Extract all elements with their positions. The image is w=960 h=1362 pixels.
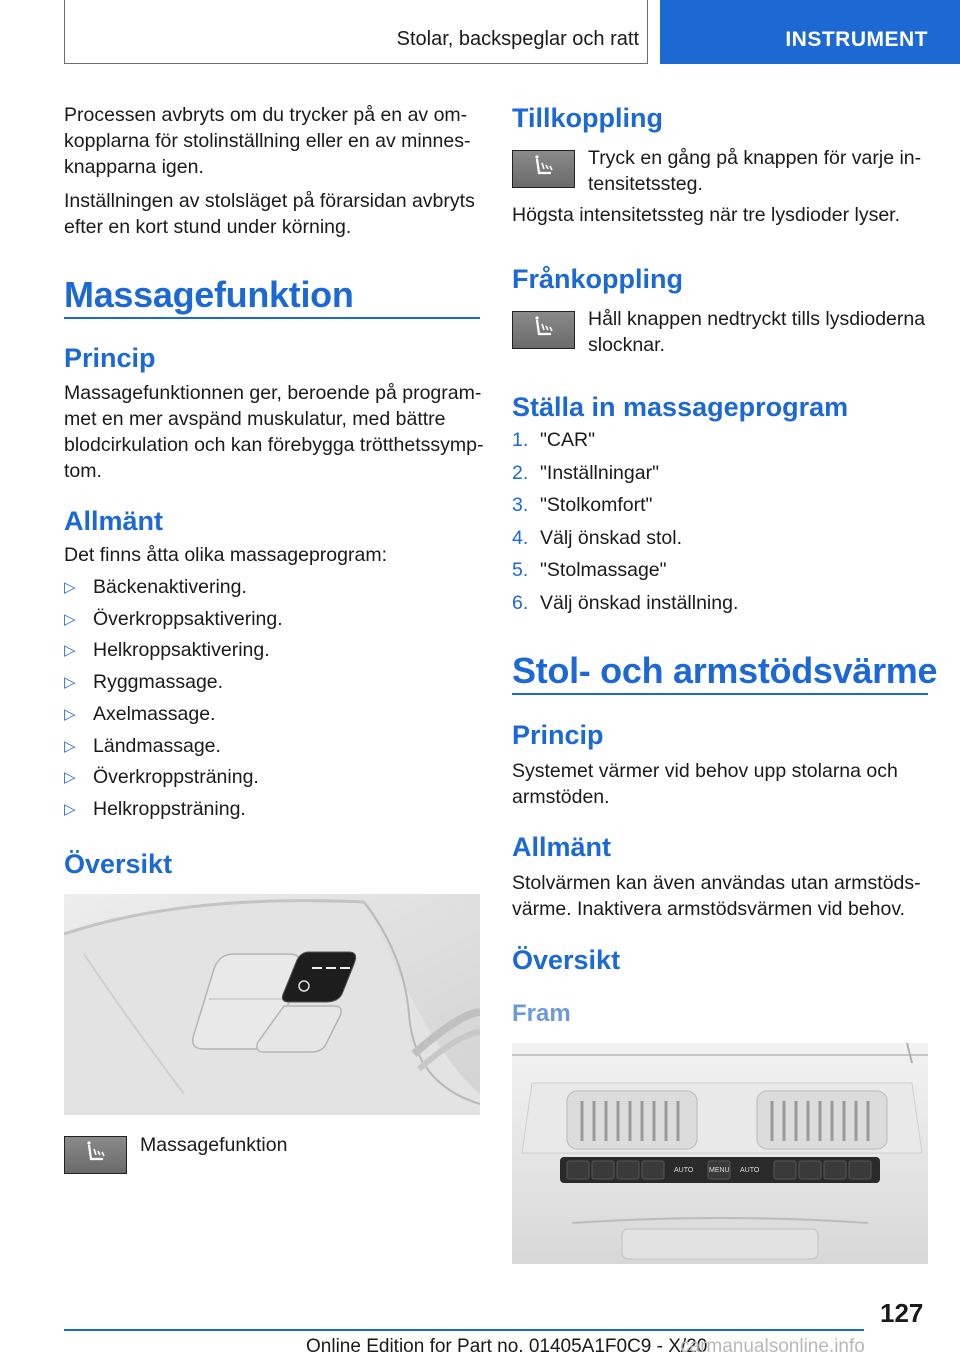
princip-heading: Princip bbox=[64, 343, 156, 373]
list-item: ▷ Överkroppsträning. bbox=[64, 762, 484, 794]
hogsta-text: Högsta intensitetssteg när tre lysdioder lyser. bbox=[512, 204, 901, 226]
allmant-text: Det finns åtta olika massageprogram: bbox=[64, 544, 387, 566]
front-controls-illustration bbox=[512, 1043, 928, 1264]
princip-text: Massagefunktionnen ger, beroende på program-met en mer avspänd muskulatur, med bättre blodcirkulation och kan förebygga trötthetssymp-tom. bbox=[64, 382, 484, 482]
stol-heading: Stol- och armstödsvärme bbox=[512, 650, 938, 691]
triangle-bullet-icon: ▷ bbox=[64, 579, 76, 596]
page-number: 127 bbox=[880, 1298, 924, 1328]
triangle-bullet-icon: ▷ bbox=[64, 800, 76, 818]
stol-heading-rule bbox=[512, 693, 928, 695]
list-item: ▷ Ländmassage. bbox=[64, 731, 484, 763]
massage-off-button-icon bbox=[512, 311, 575, 349]
triangle-bullet-icon: ▷ bbox=[64, 674, 76, 692]
intro-paragraph-1: Processen avbryts om du trycker på en av om-kopplarna för stolinställning eller en av minnes-knapparna igen. bbox=[64, 104, 471, 178]
frankoppling-heading: Frånkoppling bbox=[512, 264, 683, 294]
triangle-bullet-icon: ▷ bbox=[64, 610, 76, 628]
allmant-heading: Allmänt bbox=[64, 506, 164, 536]
header-frame bbox=[64, 0, 648, 64]
list-item: 3. "Stolkomfort" bbox=[512, 494, 653, 517]
watermark-text: carmanualsonline.info bbox=[680, 1336, 865, 1357]
footer-rule bbox=[64, 1329, 864, 1331]
princip-text-right: Systemet värmer vid behov upp stolarna och armstöden. bbox=[512, 760, 898, 808]
list-item: ▷ Ryggmassage. bbox=[64, 667, 484, 699]
list-item: 2. "Inställningar" bbox=[512, 461, 659, 484]
allmant-heading-right: Allmänt bbox=[512, 832, 612, 862]
list-item: 6. Välj önskad inställning. bbox=[512, 591, 739, 614]
panel-label-auto-right: AUTO bbox=[740, 1167, 760, 1174]
program-list bbox=[64, 572, 484, 826]
tillkoppling-text: Tryck en gång på knappen för varje in-tensitetssteg. bbox=[588, 147, 922, 195]
panel-label-auto-left: AUTO bbox=[674, 1167, 694, 1174]
list-item: ▷ Helkroppsaktivering. bbox=[64, 635, 484, 667]
stalla-heading: Ställa in massageprogram bbox=[512, 392, 849, 422]
door-panel-illustration bbox=[64, 894, 480, 1115]
seat-massage-icon bbox=[513, 312, 573, 347]
triangle-bullet-icon: ▷ bbox=[64, 769, 76, 787]
list-item: ▷ Axelmassage. bbox=[64, 699, 484, 731]
panel-label-menu: MENU bbox=[709, 1167, 730, 1174]
fram-subheading: Fram bbox=[512, 1000, 571, 1027]
list-item: ▷ Bäckenaktivering. bbox=[64, 572, 484, 604]
princip-heading-right: Princip bbox=[512, 720, 604, 750]
oversikt-heading-right: Översikt bbox=[512, 945, 621, 975]
tillkoppling-heading: Tillkoppling bbox=[512, 103, 663, 133]
intro-paragraph-2: Inställningen av stolsläget på förarsidan avbryts efter en kort stund under körning. bbox=[64, 190, 475, 238]
triangle-bullet-icon: ▷ bbox=[64, 737, 76, 755]
list-item: 5. "Stolmassage" bbox=[512, 559, 667, 582]
steps-list bbox=[512, 424, 932, 620]
frankoppling-text: Håll knappen nedtryckt tills lysdioderna slocknar. bbox=[588, 308, 926, 356]
seat-massage-icon bbox=[513, 151, 573, 186]
seat-massage-icon bbox=[65, 1137, 125, 1172]
triangle-bullet-icon: ▷ bbox=[64, 705, 76, 723]
front-controls-drawing bbox=[512, 1043, 928, 1264]
list-item: 1. "CAR" bbox=[512, 429, 596, 451]
massage-heading-rule bbox=[64, 317, 480, 319]
chapter-tab[interactable]: INSTRUMENT bbox=[660, 0, 960, 64]
list-item: ▷ Överkroppsaktivering. bbox=[64, 604, 484, 636]
section-title: Stolar, backspeglar och ratt bbox=[396, 28, 639, 50]
allmant-text-right: Stolvärmen kan även användas utan armstöds-värme. Inaktivera armstödsvärmen vid behov. bbox=[512, 872, 921, 920]
edition-text: Online Edition for Part no. 01405A1F0C9 - X/20 bbox=[306, 1336, 708, 1357]
list-item: 4. Välj önskad stol. bbox=[512, 526, 682, 549]
oversikt-heading-left: Översikt bbox=[64, 849, 173, 879]
massage-button-icon bbox=[64, 1136, 127, 1174]
list-item: ▷ Helkroppsträning. bbox=[64, 794, 484, 826]
massage-icon-caption: Massagefunktion bbox=[140, 1134, 288, 1156]
triangle-bullet-icon: ▷ bbox=[64, 642, 76, 660]
massage-on-button-icon bbox=[512, 150, 575, 188]
massage-heading: Massagefunktion bbox=[64, 274, 354, 315]
